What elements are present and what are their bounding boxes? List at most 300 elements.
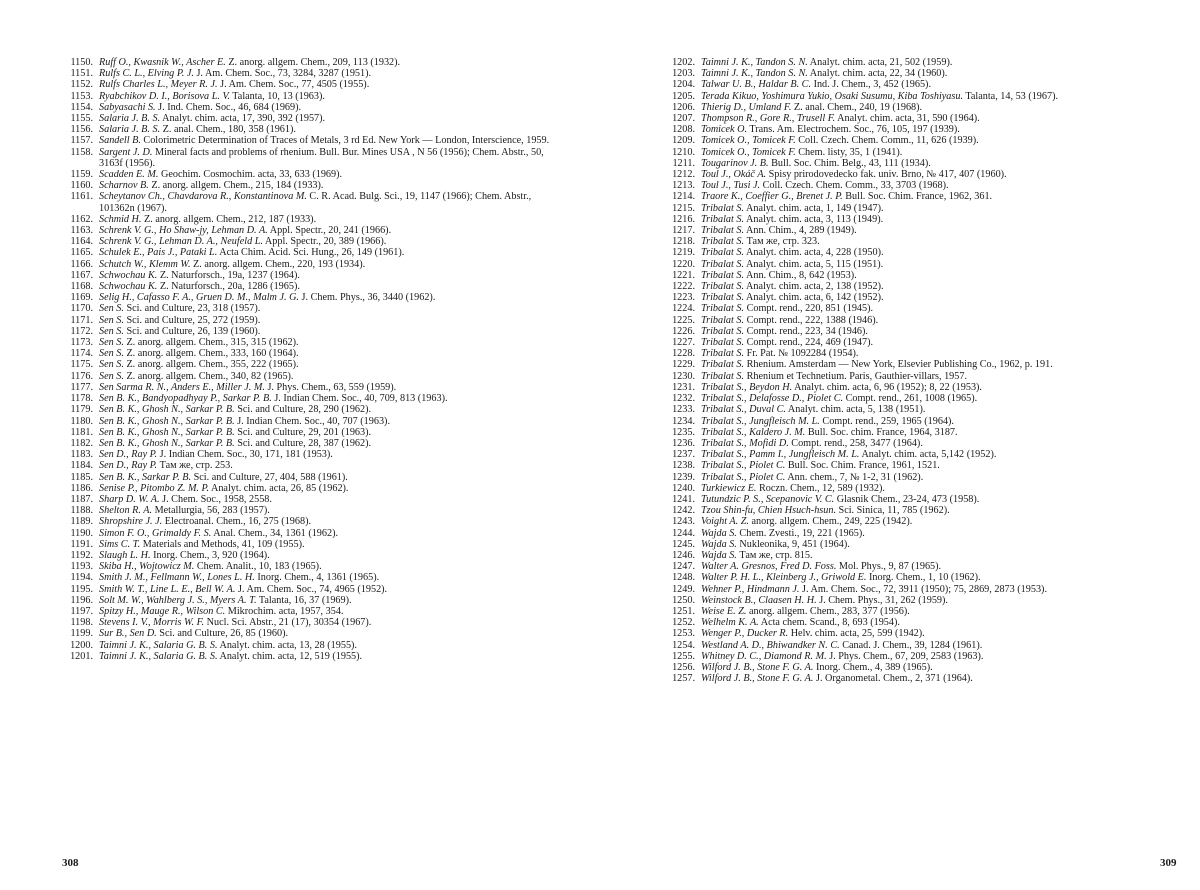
reference-text	[99, 438, 562, 449]
reference-number: 1182.	[70, 437, 93, 449]
reference-number: 1236.	[672, 437, 695, 449]
reference-text	[99, 270, 562, 281]
reference-entry	[664, 259, 1172, 270]
reference-text	[701, 91, 1172, 102]
reference-entry	[62, 460, 562, 471]
reference-text	[99, 147, 562, 169]
reference-entry	[664, 595, 1172, 606]
reference-source: Ann. chem., 7, № 1-2, 31 (1962).	[785, 471, 924, 483]
reference-text	[99, 640, 562, 651]
reference-text	[701, 247, 1172, 258]
reference-text	[99, 472, 562, 483]
reference-number: 1253.	[672, 628, 695, 640]
reference-number: 1228.	[672, 348, 695, 360]
reference-entry	[62, 359, 562, 370]
reference-authors: Sen S.	[99, 303, 124, 315]
reference-authors: Salaria J. B. S.	[99, 124, 161, 136]
reference-entry	[664, 528, 1172, 539]
reference-authors: Wajda S.	[701, 549, 737, 561]
reference-number: 1165.	[70, 247, 93, 259]
reference-authors: Taimni J. K., Salaria G. B. S.	[99, 650, 218, 662]
reference-entry	[664, 203, 1172, 214]
reference-entry	[62, 606, 562, 617]
reference-entry	[664, 135, 1172, 146]
reference-number: 1186.	[70, 482, 93, 494]
reference-source: Chem. listy, 35, 1 (1941).	[795, 146, 903, 158]
reference-authors: Tomicek O., Tomicek F.	[701, 146, 796, 158]
reference-authors: Sen B. K., Sarkar P. B.	[99, 471, 192, 483]
reference-number: 1183.	[70, 449, 93, 461]
reference-authors: Smith W. T., Line L. E., Bell W. A.	[99, 583, 236, 595]
reference-text	[99, 225, 562, 236]
reference-text	[99, 281, 562, 292]
reference-text	[701, 359, 1172, 370]
reference-text	[99, 427, 562, 438]
reference-number: 1196.	[70, 594, 93, 606]
reference-text	[701, 135, 1172, 146]
reference-number: 1203.	[672, 68, 695, 80]
reference-number: 1188.	[70, 505, 93, 517]
reference-source: Geochim. Cosmochim. acta, 33, 633 (1969).	[158, 169, 343, 181]
reference-source: Sci. and Culture, 26, 85 (1960).	[156, 628, 289, 640]
reference-authors: Wehner P., Hindmann J.	[701, 583, 800, 595]
reference-entry	[664, 371, 1172, 382]
reference-text	[701, 382, 1172, 393]
reference-authors: Schwochau K.	[99, 269, 158, 281]
reference-source: Nucl. Sci. Abstr., 21 (17), 30354 (1967).	[204, 617, 372, 629]
reference-source: J. Am. Chem. Soc., 74, 4965 (1952).	[235, 583, 388, 595]
reference-text	[99, 91, 562, 102]
reference-entry	[664, 539, 1172, 550]
reference-number: 1175.	[70, 359, 93, 371]
reference-source: Bull. Soc. Chim. Belg., 43, 111 (1934).	[768, 157, 931, 169]
reference-number: 1240.	[672, 482, 695, 494]
reference-authors: Turkiewicz E.	[701, 482, 757, 494]
reference-source: Inorg. Chem., 1, 10 (1962).	[866, 572, 981, 584]
reference-authors: Sen S.	[99, 325, 124, 337]
reference-authors: Tribalat S.	[701, 202, 745, 214]
reference-text	[701, 505, 1172, 516]
reference-source: Analyt. chim. acta, 1, 149 (1947).	[744, 202, 884, 214]
reference-source: Talanta, 10, 13 (1963).	[229, 90, 325, 102]
reference-entry	[62, 348, 562, 359]
reference-entry	[62, 135, 562, 146]
reference-authors: Taimni J. K., Tandon S. N.	[701, 68, 808, 80]
reference-source: Ind. J. Chem., 3, 452 (1965).	[811, 79, 931, 91]
reference-text	[99, 371, 562, 382]
reference-number: 1178.	[70, 393, 93, 405]
reference-number: 1220.	[672, 258, 695, 270]
reference-source: Sci. and Culture, 27, 404, 588 (1961).	[191, 471, 348, 483]
reference-text	[701, 550, 1172, 561]
reference-text	[701, 606, 1172, 617]
reference-source: Acta Chim. Acid. Sci. Hung., 26, 149 (1961).	[217, 247, 405, 259]
reference-entry	[62, 326, 562, 337]
reference-text	[99, 416, 562, 427]
reference-text	[99, 102, 562, 113]
reference-text	[99, 247, 562, 258]
reference-entry	[664, 472, 1172, 483]
reference-source: Sci. and Culture, 25, 272 (1959).	[123, 314, 261, 326]
reference-number: 1239.	[672, 471, 695, 483]
reference-entry	[62, 102, 562, 113]
reference-entry	[664, 303, 1172, 314]
reference-authors: Rulfs C. L., Elving P. J.	[99, 68, 194, 80]
reference-entry	[62, 169, 562, 180]
reference-source: J. Indian Chem. Soc., 40, 707 (1963).	[234, 415, 391, 427]
reference-source: Sci. and Culture, 28, 290 (1962).	[234, 404, 372, 416]
reference-number: 1201.	[70, 650, 93, 662]
reference-source: Roczn. Chem., 12, 589 (1932).	[756, 482, 885, 494]
reference-number: 1200.	[70, 639, 93, 651]
reference-authors: Tutundzic P. S., Scepanovic V. C.	[701, 493, 835, 505]
reference-entry	[664, 516, 1172, 527]
reference-authors: Tribalat S.	[701, 325, 745, 337]
reference-number: 1185.	[70, 471, 93, 483]
reference-number: 1179.	[70, 404, 93, 416]
reference-text	[701, 270, 1172, 281]
reference-text	[701, 494, 1172, 505]
reference-authors: Sen B. K., Ghosh N., Sarkar P. B.	[99, 415, 235, 427]
reference-text	[99, 460, 562, 471]
reference-entry	[62, 236, 562, 247]
reference-text	[99, 191, 562, 213]
reference-authors: Walter P. H. L., Kleinberg J., Griwold E.	[701, 572, 867, 584]
reference-number: 1199.	[70, 628, 93, 640]
reference-text	[99, 404, 562, 415]
reference-entry	[62, 584, 562, 595]
reference-text	[701, 68, 1172, 79]
reference-text	[99, 382, 562, 393]
reference-authors: Tribalat S., Piolet C.	[701, 460, 786, 472]
reference-entry	[62, 550, 562, 561]
reference-source: J. Phys. Chem., 63, 559 (1959).	[264, 381, 397, 393]
reference-text	[701, 416, 1172, 427]
reference-entry	[664, 292, 1172, 303]
reference-entry	[62, 225, 562, 236]
reference-number: 1224.	[672, 303, 695, 315]
reference-source: Compt. rend., 261, 1008 (1965).	[843, 393, 978, 405]
reference-number: 1208.	[672, 124, 695, 136]
reference-authors: Simon F. O., Grimaldy F. S.	[99, 527, 212, 539]
reference-text	[99, 259, 562, 270]
reference-number: 1248.	[672, 572, 695, 584]
reference-text	[99, 113, 562, 124]
reference-number: 1225.	[672, 314, 695, 326]
reference-text	[99, 561, 562, 572]
reference-authors: Taimni J. K., Tandon S. N.	[701, 57, 808, 68]
reference-text	[701, 348, 1172, 359]
reference-source: Chem. Zvesti., 19, 221 (1965).	[736, 527, 865, 539]
reference-number: 1195.	[70, 583, 93, 595]
reference-list-right	[664, 57, 1172, 684]
reference-text	[99, 57, 562, 68]
reference-source: Z. anorg. allgem. Chem., 212, 187 (1933).	[141, 213, 317, 225]
reference-number: 1218.	[672, 236, 695, 248]
reference-text	[99, 303, 562, 314]
reference-authors: Toul J., Tusi J.	[701, 180, 761, 192]
reference-authors: Slaugh L. H.	[99, 549, 151, 561]
reference-entry	[664, 315, 1172, 326]
reference-source: Analyt. chim. acta, 26, 85 (1962).	[209, 482, 349, 494]
reference-source: Analyt. chim. acta, 12, 519 (1955).	[217, 650, 363, 662]
reference-text	[701, 113, 1172, 124]
reference-entry	[664, 393, 1172, 404]
reference-number: 1150.	[70, 57, 93, 68]
reference-text	[701, 225, 1172, 236]
reference-source: Compt. rend., 220, 851 (1945).	[744, 303, 874, 315]
reference-authors: Tribalat S.	[701, 281, 745, 293]
reference-entry	[62, 124, 562, 135]
reference-text	[701, 191, 1172, 202]
reference-entry	[664, 281, 1172, 292]
reference-entry	[62, 438, 562, 449]
reference-number: 1250.	[672, 594, 695, 606]
reference-source: Analyt. chim. acta, 17, 390, 392 (1957).	[160, 113, 326, 125]
reference-number: 1189.	[70, 516, 93, 528]
reference-source: Inorg. Chem., 4, 389 (1965).	[813, 661, 933, 673]
reference-authors: Tomicek O.	[701, 124, 748, 136]
reference-source: Mol. Phys., 9, 87 (1965).	[836, 561, 942, 573]
reference-source: Analyt. chim. acta, 31, 590 (1964).	[835, 113, 980, 125]
reference-entry	[664, 68, 1172, 79]
reference-number: 1211.	[672, 157, 695, 169]
reference-authors: Toul J., Okáč A.	[701, 169, 767, 181]
reference-number: 1172.	[70, 325, 93, 337]
reference-entry	[664, 337, 1172, 348]
reference-number: 1170.	[70, 303, 93, 315]
reference-authors: Tribalat S.	[701, 236, 745, 248]
reference-text	[701, 337, 1172, 348]
reference-number: 1245.	[672, 538, 695, 550]
reference-authors: Wilford J. B., Stone F. G. A.	[701, 673, 814, 685]
reference-entry	[62, 617, 562, 628]
reference-text	[701, 460, 1172, 471]
reference-source: J. Indian Chem. Soc., 40, 709, 813 (1963).	[271, 393, 448, 405]
page-number-left: 308	[62, 857, 79, 869]
reference-entry	[664, 662, 1172, 673]
reference-number: 1223.	[672, 292, 695, 304]
reference-source: Z. anorg. allgem. Chem., 355, 222 (1965).	[123, 359, 299, 371]
reference-authors: Westland A. D., Bhiwandker N. C.	[701, 639, 840, 651]
reference-number: 1152.	[70, 79, 93, 91]
reference-entry	[664, 102, 1172, 113]
reference-authors: Tribalat S.	[701, 292, 745, 304]
reference-source: Nukleonika, 9, 451 (1964).	[736, 538, 850, 550]
reference-number: 1154.	[70, 101, 93, 113]
reference-number: 1158.	[70, 146, 93, 158]
right-page	[600, 0, 1200, 890]
reference-text	[701, 449, 1172, 460]
reference-authors: Sen S.	[99, 337, 124, 349]
reference-source: Rhenium. Amsterdam — New York, Elsevier Publishing Co., 1962, p. 191.	[744, 359, 1053, 371]
reference-text	[701, 584, 1172, 595]
reference-source: Z. anorg. allgem. Chem., 220, 193 (1934).	[190, 258, 366, 270]
reference-text	[701, 203, 1172, 214]
reference-authors: Scharnov B.	[99, 180, 149, 192]
reference-source: Fr. Pat. № 1092284 (1954).	[744, 348, 859, 360]
reference-text	[99, 315, 562, 326]
reference-entry	[664, 606, 1172, 617]
reference-source: Mikrochim. acta, 1957, 354.	[225, 605, 344, 617]
reference-text	[99, 550, 562, 561]
reference-authors: Tribalat S.	[701, 213, 745, 225]
reference-entry	[62, 303, 562, 314]
reference-number: 1207.	[672, 113, 695, 125]
reference-number: 1254.	[672, 639, 695, 651]
reference-number: 1246.	[672, 549, 695, 561]
reference-entry	[664, 404, 1172, 415]
reference-entry	[62, 640, 562, 651]
reference-source: Analyt. chim. acta, 5, 138 (1951).	[785, 404, 926, 416]
reference-authors: Welhelm K. A.	[701, 617, 759, 629]
reference-authors: Smith J. M., Fellmann W., Lones L. H.	[99, 572, 255, 584]
reference-entry	[664, 124, 1172, 135]
reference-authors: Tribalat S.	[701, 314, 745, 326]
reference-source: Compt. rend., 259, 1965 (1964).	[819, 415, 954, 427]
reference-source: Bull. Soc. chim. France, 1964, 3187.	[805, 426, 958, 438]
reference-authors: Taimni J. K., Salaria G. B. S.	[99, 639, 218, 651]
reference-text	[701, 572, 1172, 583]
reference-source: anorg. allgem. Chem., 283, 377 (1956).	[746, 605, 910, 617]
reference-entry	[664, 416, 1172, 427]
reference-number: 1214.	[672, 191, 695, 203]
reference-entry	[664, 225, 1172, 236]
reference-source: Z. anorg. allgem. Chem., 315, 315 (1962).	[123, 337, 299, 349]
reference-source: J. Am. Chem. Soc., 72, 3911 (1950); 75, 2869, 2873 (1953).	[799, 583, 1047, 595]
reference-entry	[62, 270, 562, 281]
reference-entry	[664, 214, 1172, 225]
reference-source: J. Chem. Phys., 31, 262 (1959).	[816, 594, 948, 606]
reference-source: Analyt. chim. acta, 5,142 (1952).	[859, 449, 997, 461]
reference-number: 1209.	[672, 135, 695, 147]
reference-entry	[62, 628, 562, 639]
reference-source: Z. anorg. allgem. Chem., 209, 113 (1932).	[225, 57, 401, 68]
reference-source: Analyt. chim. acta, 6, 142 (1952).	[744, 292, 884, 304]
reference-text	[701, 438, 1172, 449]
reference-source: Z. anorg. allgem. Chem., 333, 160 (1964).	[123, 348, 299, 360]
reference-authors: Tribalat S.	[701, 225, 745, 237]
reference-number: 1249.	[672, 583, 695, 595]
reference-source: Z. Naturforsch., 19a, 1237 (1964).	[157, 269, 300, 281]
reference-text	[99, 124, 562, 135]
reference-text	[701, 617, 1172, 628]
reference-source: Inorg. Chem., 3, 920 (1964).	[150, 549, 270, 561]
reference-text	[701, 539, 1172, 550]
reference-number: 1247.	[672, 561, 695, 573]
reference-number: 1191.	[70, 538, 93, 550]
reference-number: 1197.	[70, 605, 93, 617]
reference-authors: Traore K., Coeffier G., Brenet J. P.	[701, 191, 843, 203]
reference-text	[99, 528, 562, 539]
reference-source: Coll. Czech. Chem. Comm., 33, 3703 (1968).	[760, 180, 949, 192]
reference-number: 1204.	[672, 79, 695, 91]
page-number-right: 309	[1160, 857, 1177, 869]
reference-authors: Wilford J. B., Stone F. G. A.	[701, 661, 814, 673]
reference-source: J. Am. Chem. Soc., 77, 4505 (1955).	[217, 79, 370, 91]
reference-entry	[62, 528, 562, 539]
reference-entry	[62, 483, 562, 494]
reference-text	[701, 57, 1172, 68]
reference-text	[701, 528, 1172, 539]
reference-entry	[664, 147, 1172, 158]
reference-authors: Sen B. K., Ghosh N., Sarkar P. B.	[99, 404, 235, 416]
reference-authors: Wajda S.	[701, 527, 737, 539]
reference-text	[701, 79, 1172, 90]
reference-source: Appl. Spectr., 20, 389 (1966).	[262, 236, 387, 248]
reference-entry	[664, 91, 1172, 102]
reference-authors: Shelton R. A.	[99, 505, 153, 517]
reference-entry	[664, 651, 1172, 662]
reference-number: 1163.	[70, 225, 93, 237]
reference-entry	[62, 68, 562, 79]
reference-number: 1176.	[70, 370, 93, 382]
reference-number: 1219.	[672, 247, 695, 259]
reference-source: Analyt. chim. acta, 21, 502 (1959).	[807, 57, 953, 68]
reference-text	[701, 180, 1172, 191]
reference-source: Sci. and Culture, 28, 387 (1962).	[234, 437, 372, 449]
reference-source: Analyt. chim. acta, 6, 96 (1952); 8, 22 (1953).	[792, 381, 982, 393]
reference-entry	[62, 371, 562, 382]
reference-number: 1235.	[672, 426, 695, 438]
reference-number: 1206.	[672, 101, 695, 113]
reference-text	[99, 617, 562, 628]
reference-authors: Sen S.	[99, 359, 124, 371]
reference-authors: Spitzy H., Mauge R., Wilson C.	[99, 605, 226, 617]
reference-authors: Tribalat S., Jungfleisch M. L.	[701, 415, 820, 427]
reference-source: C. R. Acad. Bulg. Sci., 19, 1147 (1966); Chem. Abstr., 101362n (1967).	[99, 191, 532, 214]
reference-entry	[664, 494, 1172, 505]
reference-entry	[62, 382, 562, 393]
reference-text	[701, 124, 1172, 135]
reference-text	[701, 561, 1172, 572]
reference-text	[99, 494, 562, 505]
reference-authors: Tribalat S., Beydon H.	[701, 381, 793, 393]
reference-authors: Rulfs Charles L., Meyer R. J.	[99, 79, 218, 91]
reference-text	[701, 393, 1172, 404]
reference-entry	[664, 57, 1172, 68]
reference-text	[701, 662, 1172, 673]
reference-authors: Weise E. Z.	[701, 605, 747, 617]
reference-entry	[62, 427, 562, 438]
reference-source: J. Am. Chem. Soc., 73, 3284, 3287 (1951).	[193, 68, 372, 80]
reference-entry	[62, 315, 562, 326]
reference-source: anorg. allgem. Chem., 249, 225 (1942).	[748, 516, 913, 528]
reference-authors: Sen S.	[99, 348, 124, 360]
reference-authors: Schulek E., Pais J., Pataki L.	[99, 247, 218, 259]
reference-number: 1174.	[70, 348, 93, 360]
reference-text	[99, 584, 562, 595]
reference-entry	[62, 147, 562, 169]
reference-number: 1215.	[672, 202, 695, 214]
reference-authors: Tribalat S., Pamm I., Jungfleisch M. L.	[701, 449, 860, 461]
reference-entry	[62, 180, 562, 191]
reference-text	[99, 79, 562, 90]
reference-authors: Wenger P., Ducker R.	[701, 628, 789, 640]
reference-number: 1151.	[70, 68, 93, 80]
reference-entry	[664, 483, 1172, 494]
reference-authors: Tribalat S.	[701, 370, 745, 382]
reference-source: J. Indian Chem. Soc., 30, 171, 181 (1953).	[157, 449, 333, 461]
reference-number: 1213.	[672, 180, 695, 192]
reference-authors: Stevens I. V., Morris W. F.	[99, 617, 205, 629]
reference-entry	[62, 416, 562, 427]
reference-number: 1251.	[672, 605, 695, 617]
reference-text	[99, 539, 562, 550]
reference-source: Там же, стр. 253.	[157, 460, 233, 472]
reference-authors: Shropshire J. J.	[99, 516, 163, 528]
reference-text	[701, 427, 1172, 438]
